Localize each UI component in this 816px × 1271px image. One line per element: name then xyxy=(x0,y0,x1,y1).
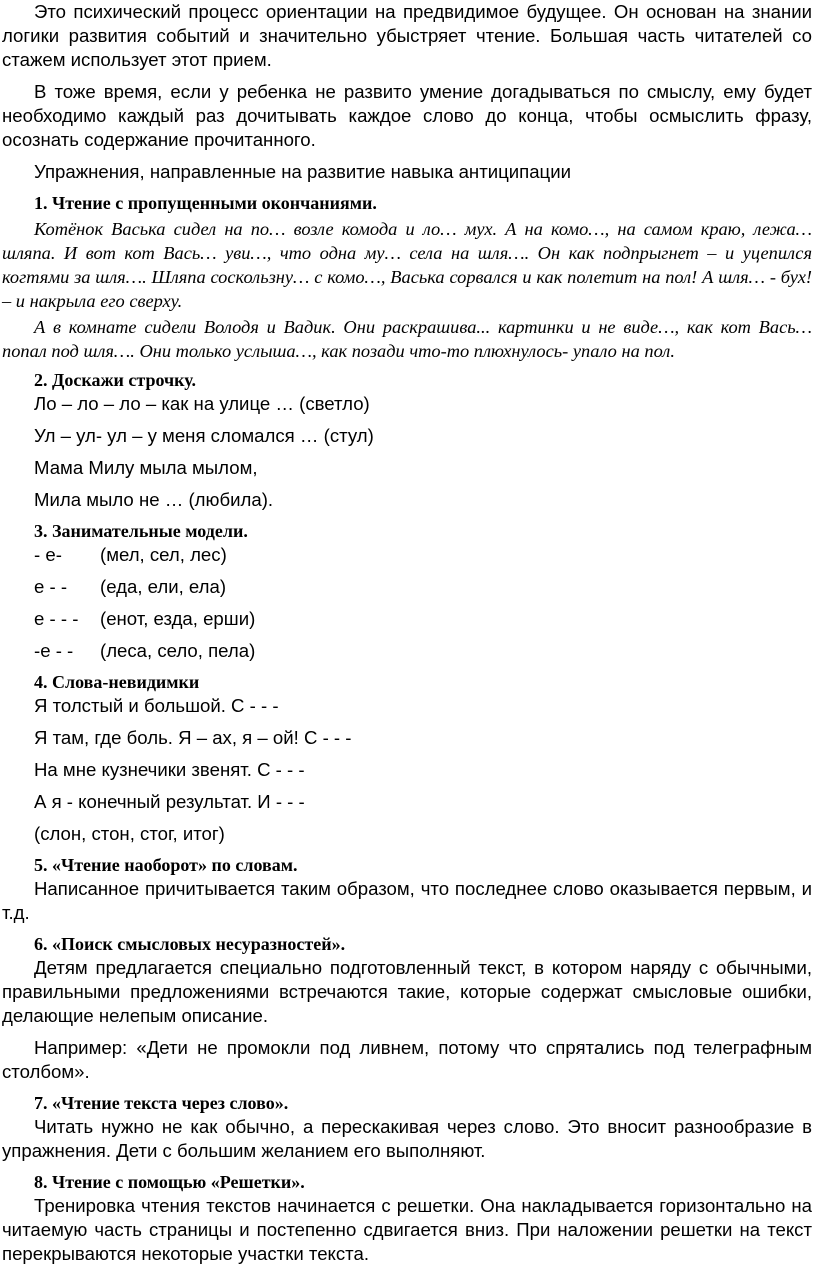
exercise-6-text-2: Например: «Дети не промокли под ливнем, потому что спрятались под телеграфным столбом». xyxy=(2,1037,812,1082)
model-pattern: -е - - xyxy=(34,640,74,661)
exercise-8-heading: 8. Чтение с помощью «Решетки». xyxy=(34,1172,305,1192)
model-pattern: е - - - xyxy=(34,608,79,629)
exercise-2-line: Ул – ул- ул – у меня сломался … (стул) xyxy=(34,425,374,446)
exercise-8-text: Тренировка чтения текстов начинается с решетки. Она накладывается горизонтально на читаемую часть страницы и постепенно сдвигается вниз. При наложении решетки на текст перекрываются некоторые участки текста. xyxy=(2,1195,812,1264)
model-words: (леса, село, пела) xyxy=(100,640,256,661)
exercise-2-line: Мама Милу мыла мылом, xyxy=(34,457,258,478)
exercise-2-line: Мила мыло не … (любила). xyxy=(34,489,274,510)
intro-paragraph-2: В тоже время, если у ребенка не развито умение догадываться по смыслу, ему будет необходимо каждый раз дочитывать каждое слово до конца, чтобы осмыслить фразу, осознать содержание прочитанного. xyxy=(2,81,812,150)
model-pattern: е - - xyxy=(34,576,68,597)
intro-paragraph-1: Это психический процесс ориентации на предвидимое будущее. Он основан на знании логики развития событий и значительно убыстряет чтение. Большая часть читателей со стажем использует этот прием. xyxy=(2,1,812,70)
exercise-5-text: Написанное причитывается таким образом, что последнее слово оказывается первым, и т.д. xyxy=(2,878,812,923)
exercise-7-text: Читать нужно не как обычно, а перескакивая через слово. Это вносит разнообразие в упражнения. Дети с большим желанием его выполняют. xyxy=(2,1116,812,1161)
riddle-line: Я толстый и большой. С - - - xyxy=(34,695,279,716)
exercise-1-text-2: А в комнате сидели Володя и Вадик. Они раскрашива... картинки и не виде…, как кот Вась… попал под шля…. Они только услыша…, как позади что-то плюхнулось- упало на пол. xyxy=(2,317,812,361)
exercise-3-heading: 3. Занимательные модели. xyxy=(34,521,248,541)
riddle-answers: (слон, стон, стог, итог) xyxy=(34,823,225,844)
exercise-7-heading: 7. «Чтение текста через слово». xyxy=(34,1093,289,1113)
riddle-line: Я там, где боль. Я – ах, я – ой! С - - - xyxy=(34,727,352,748)
exercise-1-text-1: Котёнок Васька сидел на по… возле комода и ло… мух. А на комо…, на самом краю, лежа… шляпа. И вот кот Вась… уви…, что одна му… села на шля…. Он как подпрыгнет – и уцепился когтями за шля…. Шляпа соскользну… с комо…, Васька сорвался и как полетит на пол! А шля… - бух! – и накрыла его сверху. xyxy=(2,219,812,311)
exercise-6-text-1: Детям предлагается специально подготовленный текст, в котором наряду с обычными, правильными предложениями встречаются такие, которые содержат смысловые ошибки, делающие нелепым описание. xyxy=(2,957,812,1026)
model-words: (еда, ели, ела) xyxy=(100,576,227,597)
model-row xyxy=(2,639,812,663)
riddle-line: На мне кузнечики звенят. С - - - xyxy=(34,759,305,780)
model-words: (енот, езда, ерши) xyxy=(100,608,256,629)
exercise-2-heading: 2. Доскажи строчку. xyxy=(34,370,196,390)
exercise-1-heading: 1. Чтение с пропущенными окончаниями. xyxy=(34,193,377,213)
model-row xyxy=(2,575,812,599)
model-row xyxy=(2,543,812,567)
model-row xyxy=(2,607,812,631)
exercise-5-heading: 5. «Чтение наоборот» по словам. xyxy=(34,855,298,875)
exercise-4-heading: 4. Слова-невидимки xyxy=(34,672,200,692)
model-pattern: - е- xyxy=(34,544,62,565)
exercise-2-line: Ло – ло – ло – как на улице … (светло) xyxy=(34,393,370,414)
intro-paragraph-3: Упражнения, направленные на развитие навыка антиципации xyxy=(34,161,571,182)
riddle-line: А я - конечный результат. И - - - xyxy=(34,791,305,812)
exercise-6-heading: 6. «Поиск смысловых несуразностей». xyxy=(34,934,346,954)
model-words: (мел, сел, лес) xyxy=(100,544,227,565)
